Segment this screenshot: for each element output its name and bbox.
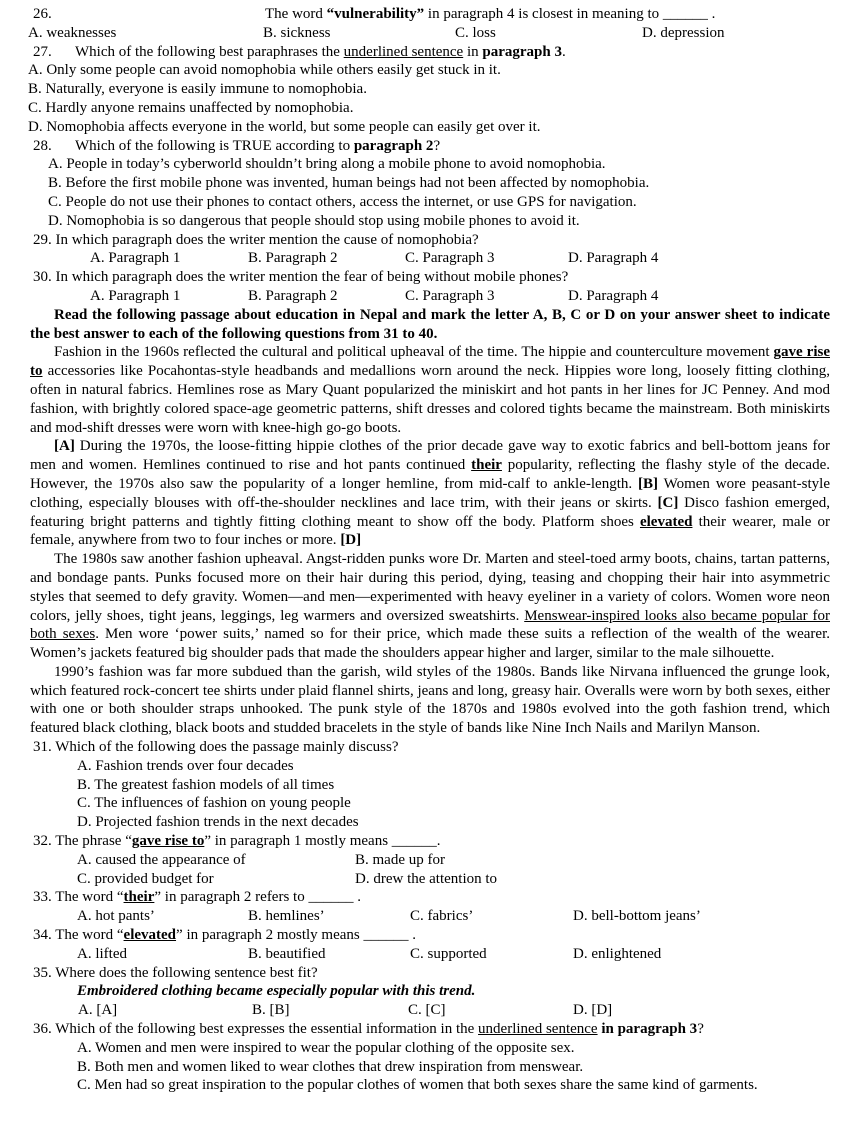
question-34-options-row (0, 945, 852, 964)
text-segment: 30. In which paragraph does the writer mention the fear of being without mobile phones? (33, 269, 569, 286)
question-29-row (0, 231, 852, 250)
question-28-option-d (0, 212, 852, 231)
question-36-option-b (0, 1058, 852, 1077)
question-28-option-c (0, 193, 852, 212)
text-segment: A. Paragraph 1 (90, 287, 181, 304)
text-segment: ” in paragraph 1 mostly means ______. (204, 833, 441, 850)
text-segment: . (561, 43, 566, 60)
text-segment: D. enlightened (573, 945, 662, 962)
text-segment: A. [A] (78, 1002, 118, 1019)
text-segment: . Men wore ‘power suits,’ named so for their price, which made these suits a reflection of the wealth of the wearer. Women’s jackets featured big shoulder pads that made the shoulders appear higher and larger, similar to the male silhouette. (30, 626, 830, 662)
text-segment: B. sickness (263, 24, 331, 41)
text-segment: 29. In which paragraph does the writer mention the cause of nomophobia? (33, 231, 479, 248)
text-segment: C. Paragraph 3 (405, 287, 495, 304)
text-segment: popularity, reflecting the flashy style of the decade. However, the 1970s also saw the popularity of a longer hemline, from mid-calf to ankle-length. (30, 457, 830, 492)
text-segment: their (471, 457, 502, 474)
question-36-option-c (0, 1076, 852, 1095)
question-31-row (0, 738, 852, 757)
text-segment: 35. Where does the following sentence best fit? (33, 964, 318, 981)
text-segment: 26. (33, 6, 52, 22)
text-segment: B. hemlines’ (248, 908, 325, 925)
text-segment: C. [C] (408, 1002, 446, 1019)
question-26-number (33, 5, 52, 24)
text-segment: [D] (340, 532, 362, 549)
option-c (77, 870, 214, 889)
question-26-options-row (0, 24, 852, 43)
text-segment: underlined sentence (478, 1021, 598, 1038)
question-26-stem (265, 5, 715, 24)
question-28-number (33, 137, 52, 156)
text-segment: A. hot pants’ (77, 908, 155, 925)
option-d (568, 287, 658, 306)
option-d (573, 1001, 612, 1020)
text-segment: A. Fashion trends over four decades (77, 757, 294, 774)
text-segment: “vulnerability” (326, 6, 425, 22)
text-segment: D. Nomophobia affects everyone in the world, but some people can easily get over it. (28, 118, 541, 135)
question-32-options-row-1 (0, 851, 852, 870)
text-segment: in (463, 43, 483, 60)
option-b (263, 24, 331, 43)
text-segment: Which of the following is TRUE according to (75, 137, 354, 154)
text-segment: B. Naturally, everyone is easily immune to nomophobia. (28, 81, 367, 98)
option-d (568, 249, 658, 268)
question-27-option-a (0, 61, 852, 80)
question-31-option-b (0, 776, 852, 795)
question-35-row (0, 964, 852, 983)
question-32-row (0, 832, 852, 851)
option-d (573, 907, 701, 926)
text-segment: D. Nomophobia is so dangerous that people should stop using mobile phones to avoid it. (48, 212, 580, 229)
text-segment: B. Paragraph 2 (248, 250, 338, 267)
text-segment: C. Men had so great inspiration to the popular clothes of women that both sexes share the same kind of garments. (77, 1077, 758, 1094)
option-c (408, 1001, 446, 1020)
text-segment: Menswear-inspired looks also became popular for both sexes (30, 607, 830, 643)
text-segment: C. fabrics’ (410, 908, 474, 925)
text-segment: B. [B] (252, 1002, 290, 1019)
text-segment: A. lifted (77, 945, 127, 962)
passage-paragraph-1 (0, 343, 852, 437)
text-segment: A. Women and men were inspired to wear the popular clothing of the opposite sex. (77, 1039, 575, 1056)
text-segment: C. provided budget for (77, 870, 214, 887)
question-33-options-row (0, 907, 852, 926)
option-a (90, 249, 180, 268)
text-segment: Read the following passage about education in Nepal and mark the letter A, B, C or D on your answer sheet to indicate the best answer to each of the following questions from 31 to 40. (30, 306, 830, 342)
option-b (355, 851, 445, 870)
text-segment: A. Paragraph 1 (90, 250, 181, 267)
question-26-row (0, 5, 852, 24)
option-c (410, 945, 487, 964)
text-segment: D. Paragraph 4 (568, 287, 659, 304)
text-segment: their (123, 889, 155, 906)
option-b (248, 249, 338, 268)
question-27-number (33, 43, 52, 62)
text-segment: [B] (638, 475, 659, 492)
text-segment: A. People in today’s cyberworld shouldn’t bring along a mobile phone to avoid nomophobia. (48, 156, 606, 173)
text-segment: B. Paragraph 2 (248, 287, 338, 304)
text-segment: accessories like Pocahontas-style headbands and medallions worn around the neck. Hippies wore long, loosely fitting clothing, often in natural fabrics. Hemlines rose as Mary Quant popularized the miniskirt and hot pants in her lines for JC Penney. And mod fashion, with brightly colored space-age geometric patterns, shift dresses and colored tights became the mainstream. Both miniskirts and mod-shift dresses were worn with knee-high go-go boots. (30, 363, 830, 436)
text-segment: Which of the following best paraphrases the (75, 43, 344, 60)
option-c (405, 249, 495, 268)
text-segment: Embroidered clothing became especially popular with this trend. (77, 983, 476, 1000)
option-b (248, 907, 325, 926)
question-32-options-row-2 (0, 870, 852, 889)
text-segment: D. depression (642, 24, 725, 41)
text-segment: 36. Which of the following best expresses the essential information in the (33, 1021, 479, 1038)
text-segment: C. The influences of fashion on young people (77, 795, 351, 812)
text-segment: Disco fashion emerged, featuring bright patterns and tightly fitting clothing meant to show off the body. Platform shoes (30, 494, 830, 530)
option-b (248, 287, 338, 306)
text-segment: D. drew the attention to (355, 870, 498, 887)
text-segment: A. caused the appearance of (77, 851, 246, 868)
text-segment: their wearer, male or female, anywhere from two to four inches or more. (30, 513, 830, 549)
text-segment: ” in paragraph 2 mostly means ______ . (176, 927, 416, 944)
text-segment: Fashion in the 1960s reflected the cultural and political upheaval of the time. The hippie and counterculture movement (54, 344, 774, 361)
text-segment: 27. (33, 43, 52, 60)
option-a (78, 1001, 117, 1020)
question-28-stem (75, 137, 440, 156)
text-segment: B. made up for (355, 851, 445, 868)
text-segment: ? (433, 137, 441, 154)
question-30-options-row (0, 287, 852, 306)
text-segment: 28. (33, 137, 52, 154)
text-segment: gave rise to (30, 344, 830, 380)
question-33-row (0, 888, 852, 907)
text-segment: During the 1970s, the loose-fitting hippie clothes of the prior decade gave way to exotic fabrics and bell-bottom jeans for men and women. Hemlines continued to rise and hot pants continued (30, 438, 830, 474)
passage-paragraph-4 (0, 663, 852, 738)
option-a (28, 24, 116, 43)
option-d (642, 24, 725, 43)
text-segment: B. Before the first mobile phone was invented, human beings had not been affected by nomophobia. (48, 175, 650, 192)
question-28-row (0, 137, 852, 156)
option-c (455, 24, 496, 43)
option-a (77, 851, 246, 870)
passage-paragraph-2 (0, 437, 852, 550)
option-b (252, 1001, 290, 1020)
text-segment: C. People do not use their phones to contact others, access the internet, or use GPS for navigation. (48, 193, 637, 210)
text-segment: B. Both men and women liked to wear clothes that drew inspiration from menswear. (77, 1058, 584, 1075)
text-segment: ” in paragraph 2 refers to ______ . (154, 889, 361, 906)
question-29-options-row (0, 249, 852, 268)
text-segment: D. Paragraph 4 (568, 250, 659, 267)
text-segment: in paragraph 3 (601, 1021, 698, 1038)
text-segment: [C] (657, 494, 679, 511)
option-a (90, 287, 180, 306)
text-segment: C. Paragraph 3 (405, 250, 495, 267)
text-segment: 1990’s fashion was far more subdued than the garish, wild styles of the 1980s. Bands like Nirvana influenced the grunge look, which featured rock-concert tee shirts under plaid flannel shirts, jeans and long, greasy hair. Overalls were worn by both sexes, either with one or both shoulder straps unhooked. The punk style of the 1870s and 1980s evolved into the goth fashion trend, which featured black clothing, black boots and studded bracelets in the style of bands like Nine Inch Nails and Marilyn Manson. (30, 663, 830, 737)
question-31-option-d (0, 813, 852, 832)
option-b (248, 945, 325, 964)
question-27-option-d (0, 118, 852, 137)
question-27-option-b (0, 80, 852, 99)
question-28-option-a (0, 155, 852, 174)
option-d (355, 870, 497, 889)
question-31-option-c (0, 794, 852, 813)
reading-instruction (0, 306, 852, 344)
option-a (77, 907, 155, 926)
text-segment: [A] (54, 438, 75, 455)
text-segment: paragraph 2 (353, 137, 434, 154)
question-36-row (0, 1020, 852, 1039)
text-segment: B. The greatest fashion models of all times (77, 776, 335, 793)
text-segment: 33. The word “ (33, 889, 124, 906)
question-28-option-b (0, 174, 852, 193)
option-d (573, 945, 661, 964)
text-segment: 32. The phrase “ (33, 833, 132, 850)
question-27-stem (75, 43, 566, 62)
text-segment: 34. The word “ (33, 927, 124, 944)
option-c (410, 907, 473, 926)
text-segment: Women wore peasant-style clothing, especially blouses with off-the-shoulder necklines and lace trim, with their jeans or skirts. (30, 475, 830, 511)
question-27-row (0, 43, 852, 62)
question-35-sentence (0, 982, 852, 1001)
option-c (405, 287, 495, 306)
text-segment: ? (697, 1021, 704, 1038)
text-segment: The 1980s saw another fashion upheaval. Angst-ridden punks wore Dr. Marten and steel-toed army boots, chains, tartan patterns, and bondage pants. Punks focused more on their hair during this period, dying, teasing and chopping their hair into asymmetric styles that seemed to defy gravity. Women—and men—experimented with heavy eyeliner in a variety of colors. Women wore neon colors, jelly shoes, tight jeans, leggings, leg warmers and oversized sweatshirts. (30, 551, 830, 624)
passage-paragraph-3 (0, 550, 852, 663)
text-segment: C. supported (410, 945, 487, 962)
text-segment: 31. Which of the following does the passage mainly discuss? (33, 739, 399, 756)
text-segment: D. bell-bottom jeans’ (573, 908, 701, 925)
question-30-row (0, 268, 852, 287)
text-segment: D. [D] (573, 1002, 613, 1019)
text-segment: gave rise to (131, 833, 205, 850)
text-segment: A. weaknesses (28, 24, 117, 41)
text-segment: elevated (639, 513, 693, 530)
option-a (77, 945, 127, 964)
text-segment: in paragraph 4 is closest in meaning to ______ . (424, 6, 716, 22)
text-segment: C. loss (455, 24, 496, 41)
text-segment: B. beautified (248, 945, 326, 962)
question-34-row (0, 926, 852, 945)
question-27-option-c (0, 99, 852, 118)
question-35-options-row (0, 1001, 852, 1020)
text-segment: paragraph 3 (482, 43, 562, 60)
text-segment: A. Only some people can avoid nomophobia while others easily get stuck in it. (28, 62, 501, 79)
text-segment: underlined sentence (343, 43, 464, 60)
text-segment: The word (265, 6, 327, 22)
question-36-option-a (0, 1039, 852, 1058)
question-31-option-a (0, 757, 852, 776)
text-segment: elevated (123, 927, 177, 944)
text-segment: C. Hardly anyone remains unaffected by nomophobia. (28, 99, 354, 116)
text-segment: D. Projected fashion trends in the next decades (77, 814, 359, 831)
